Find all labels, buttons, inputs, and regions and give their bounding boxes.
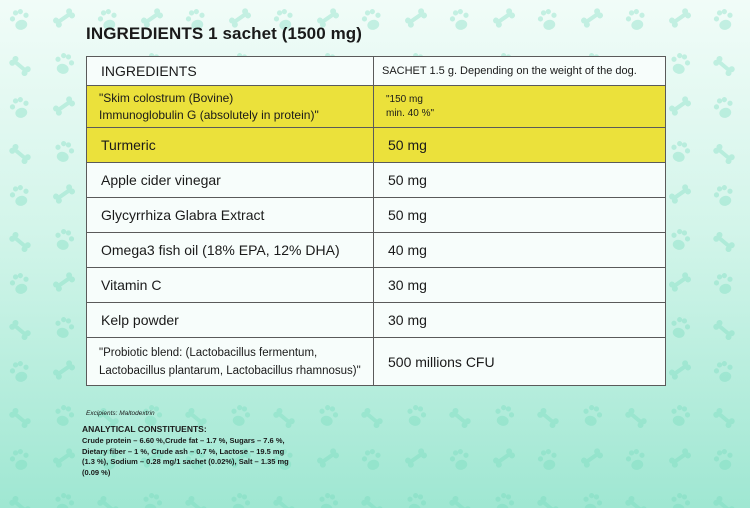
ingredient-cell: Apple cider vinegar xyxy=(87,163,374,198)
ingredient-line: Lactobacillus plantarum, Lactobacillus rhamnosus)" xyxy=(99,364,361,377)
table-row xyxy=(87,128,666,163)
amount-cell: 50 mg xyxy=(374,163,666,198)
header-sachet: SACHET 1.5 g. Depending on the weight of the dog. xyxy=(374,57,666,86)
header-ingredients: INGREDIENTS xyxy=(87,57,374,86)
table-row xyxy=(87,268,666,303)
table-row xyxy=(87,163,666,198)
amount-cell: 50 mg xyxy=(374,198,666,233)
ingredient-cell xyxy=(87,86,374,128)
excipients-note: Excipients: Maltodextrin xyxy=(86,410,155,417)
ingredient-cell: Vitamin C xyxy=(87,268,374,303)
ingredient-cell: Omega3 fish oil (18% EPA, 12% DHA) xyxy=(87,233,374,268)
amount-cell: 50 mg xyxy=(374,128,666,163)
ingredient-line: "Skim colostrum (Bovine) xyxy=(99,90,234,105)
table-row xyxy=(87,86,666,128)
ingredient-cell xyxy=(87,338,374,386)
amount-cell: 30 mg xyxy=(374,268,666,303)
amount-cell: 500 millions CFU xyxy=(374,338,666,386)
page-title: INGREDIENTS 1 sachet (1500 mg) xyxy=(86,24,363,43)
amount-line: "150 mg xyxy=(386,93,423,105)
analytical-constituents xyxy=(82,424,297,478)
amount-cell: 40 mg xyxy=(374,233,666,268)
amount-line: min. 40 %" xyxy=(386,107,435,119)
ingredient-line: "Probiotic blend: (Lactobacillus fermentum, xyxy=(99,346,318,359)
ingredients-table xyxy=(86,56,666,386)
analytical-heading: ANALYTICAL CONSTITUENTS: xyxy=(82,424,207,434)
ingredient-cell: Turmeric xyxy=(87,128,374,163)
amount-cell: 30 mg xyxy=(374,303,666,338)
table-header-row xyxy=(87,57,666,86)
ingredient-cell: Glycyrrhiza Glabra Extract xyxy=(87,198,374,233)
ingredient-cell: Kelp powder xyxy=(87,303,374,338)
ingredient-line: Immunoglobulin G (absolutely in protein)" xyxy=(99,107,319,122)
table-row xyxy=(87,338,666,386)
table-row xyxy=(87,198,666,233)
amount-cell xyxy=(374,86,666,128)
analytical-text: Crude protein – 6.60 %,Crude fat – 1.7 %, Sugars – 7.6 %, Dietary fiber – 1 %, Crude ash – 0.7 %, Lactose – 19.5 mg (1.3 %), Sodium – 0.28 mg/1 sachet (0.02%), Salt – 1.35 mg (0.09 %) xyxy=(82,436,289,477)
table-row xyxy=(87,303,666,338)
table-row xyxy=(87,233,666,268)
